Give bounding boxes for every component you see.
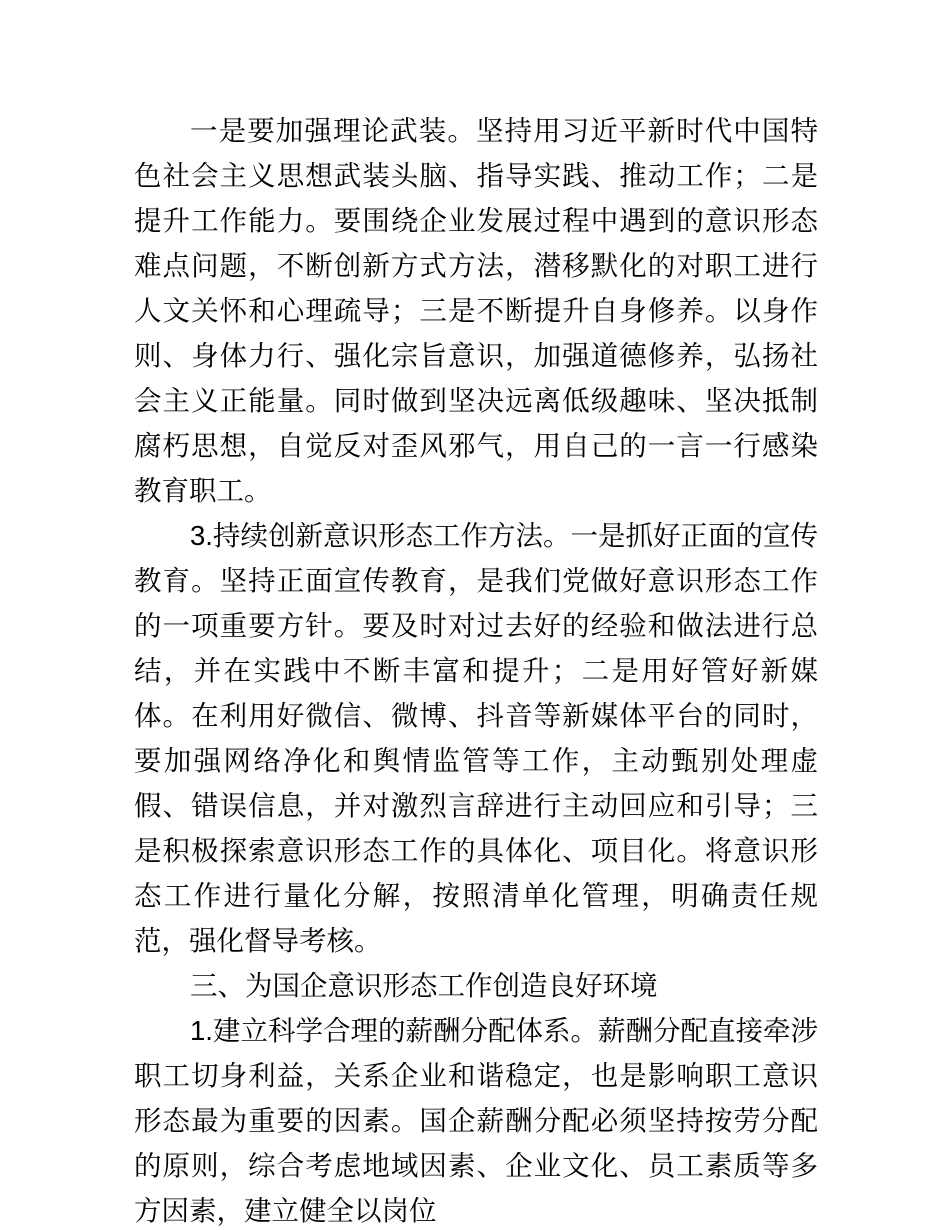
section-heading-three: 三、为国企意识形态工作创造良好环境 xyxy=(190,970,658,1001)
paragraph-innovate-ideology-methods: 3.持续创新意识形态工作方法。一是抓好正面的宣传教育。坚持正面宣传教育，是我们党做好意识形态工作的一项重要方针。要及时对过去好的经验和做法进行总结，并在实践中不断丰富和提升；二是用好管好新媒体。在利用好微信、微博、抖音等新媒体平台的同时，要加强网络净化和舆情监管等工作，主动甄别处理虚假、错误信息，并对激烈言辞进行主动回应和引导；三是积极探索意识形态工作的具体化、项目化。将意识形态工作进行量化分解，按照清单化管理，明确责任规范，强化督导考核。 xyxy=(134,520,818,956)
document-text-body xyxy=(134,108,818,1230)
paragraph-salary-distribution-system: 1.建立科学合理的薪酬分配体系。薪酬分配直接牵涉职工切身利益，关系企业和谐稳定，也是影响职工意识形态最为重要的因素。国企薪酬分配必须坚持按劳分配的原则，综合考虑地域因素、企业文化、员工素质等多方因素，建立健全以岗位 xyxy=(134,1015,818,1226)
paragraph-theoretical-armament: 一是要加强理论武装。坚持用习近平新时代中国特色社会主义思想武装头脑、指导实践、推动工作；二是提升工作能力。要围绕企业发展过程中遇到的意识形态难点问题，不断创新方式方法，潜移默化的对职工进行人文关怀和心理疏导；三是不断提升自身修养。以身作则、身体力行、强化宗旨意识，加强道德修养，弘扬社会主义正能量。同时做到坚决远离低级趣味、坚决抵制腐朽思想，自觉反对歪风邪气，用自己的一言一行感染教育职工。 xyxy=(134,115,818,506)
